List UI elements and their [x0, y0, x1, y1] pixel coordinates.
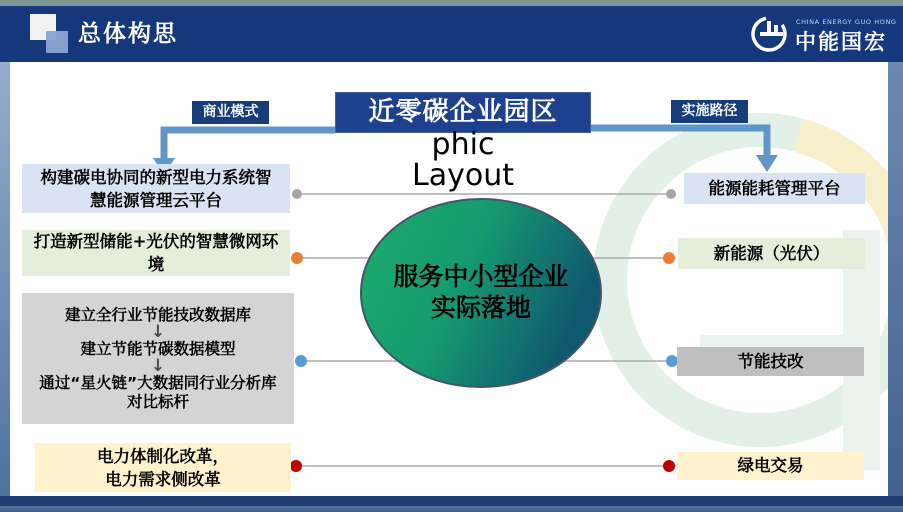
main-title: 近零碳企业园区 [368, 97, 558, 127]
flow-arrow-right-head-icon [756, 155, 778, 172]
dot-blue-left-icon [295, 355, 307, 367]
dot-gray-left-icon [292, 189, 302, 199]
strategy-box-power-reform [35, 443, 291, 492]
label-business-model: 商业模式 [192, 101, 269, 124]
flow-arrow-left [164, 130, 335, 160]
ellipse-label-line2: 实际落地 [430, 293, 531, 322]
label-implementation-path: 实施路径 [671, 100, 748, 123]
ellipse-label-line1: 服务中小型企业 [393, 262, 569, 291]
strategy-box-microgrid-line1: 打造新型储能+光伏的智慧微网环 [33, 232, 279, 251]
strategy-box-microgrid [22, 230, 290, 276]
path-box-new-energy: 新能源（光伏） [678, 238, 865, 269]
process-down-arrow-icon: ↓ [150, 355, 166, 376]
path-box-energy-platform: 能源能耗管理平台 [684, 173, 865, 204]
ellipse-label [360, 261, 602, 323]
strategy-box-microgrid-line2: 境 [147, 255, 165, 274]
process-step-1: 建立全行业节能技改数据库 [64, 305, 251, 324]
process-step-3-line2: 对比标杆 [126, 392, 189, 411]
strategy-box-power-reform-line2: 电力需求侧改革 [105, 470, 221, 489]
process-box [22, 293, 294, 424]
process-down-arrow-icon: ↓ [150, 321, 166, 342]
logo-tagline: CHINA ENERGY GUO HONG [796, 18, 897, 26]
flow-arrow-right [591, 128, 767, 157]
overlay-text [335, 129, 591, 191]
strategy-box-cloud-platform [22, 164, 290, 213]
logo-name: 中能国宏 [795, 30, 887, 54]
page-title: 总体构思 [78, 21, 178, 47]
dot-red-right-icon [663, 460, 675, 472]
dot-red-left-icon [290, 460, 302, 472]
process-step-2: 建立节能节碳数据模型 [80, 339, 236, 358]
strategy-box-cloud-platform-line1: 构建碳电协同的新型电力系统智 [40, 168, 272, 187]
dot-gray-right-icon [666, 189, 676, 199]
path-box-green-power: 绿电交易 [677, 452, 864, 480]
dot-orange-right-icon [663, 252, 675, 264]
strategy-box-power-reform-line1: 电力体制化改革， [97, 447, 229, 466]
process-step-3-line1: 通过“星火链”大数据同行业分析库 [39, 373, 277, 392]
strategy-box-cloud-platform-line2: 慧能源管理云平台 [90, 191, 222, 210]
overlay-text-line2: Layout [412, 158, 514, 193]
path-box-energy-saving: 节能技改 [677, 347, 864, 376]
overlay-text-line1: phic [431, 127, 495, 162]
dot-orange-left-icon [291, 252, 303, 264]
